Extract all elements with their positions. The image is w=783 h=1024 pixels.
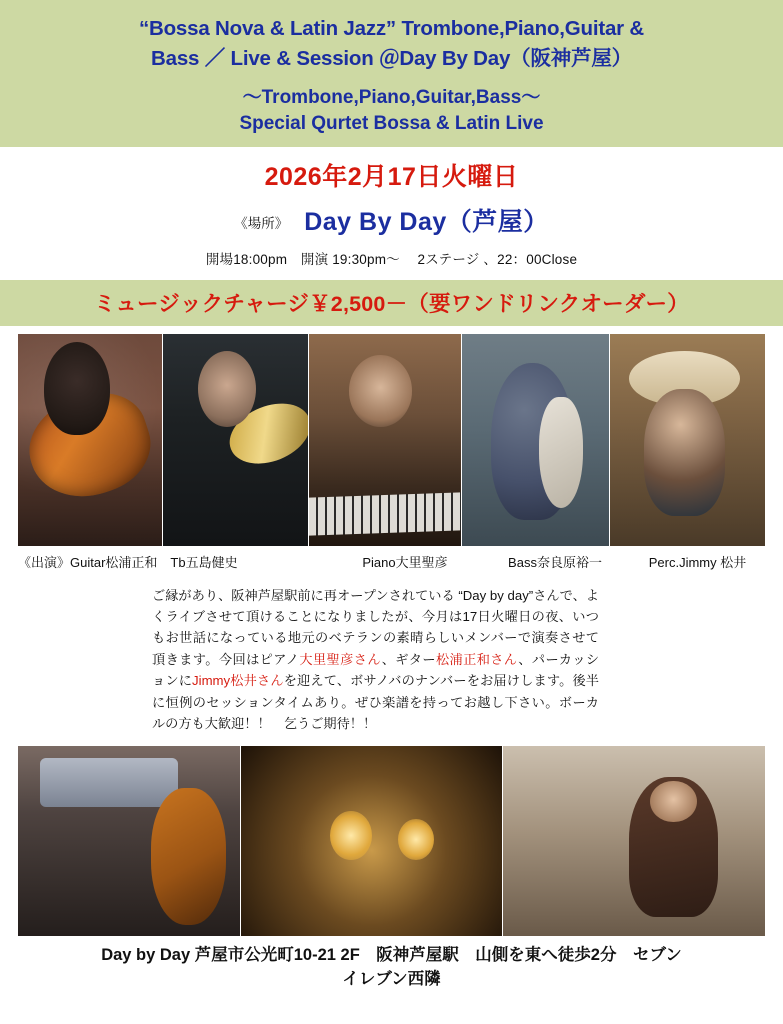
percussionist-photo [610,334,765,546]
description-segment-2: 、ギター [381,651,436,667]
venue-guest-photo [503,746,765,936]
bass-figurine-photo [462,334,610,546]
venue-row [0,202,783,238]
highlight-piano-name: 大里聖彦さん [299,651,382,667]
pianist-photo [309,334,461,546]
venue-photo-strip [18,746,765,936]
music-charge: ミュージックチャージ￥2,500－（要ワンドリンクオーダー） [94,291,689,316]
page-title-line2: Bass ／ Live & Session ＠Day By Day（阪神芦屋） [151,46,632,70]
member-caption-guitar-trombone: 《出演》Guitar松浦正和 Tb五島健史 [18,554,238,570]
description-paragraph [152,585,599,735]
footer-address [18,944,765,992]
event-date: 2026年2月17日火曜日 [264,162,519,191]
description-segment-4: を迎えて、ボサノバのナンバーをお届けします。後半に恒例のセッションタイムあり。ぜひ楽譜を持ってお越し下さい。ボーカルの方も大歓迎！！ 乞うご期待！！ [152,673,599,731]
trombonist-photo [163,334,309,546]
highlight-guitar-name: 松浦正和さん [435,651,519,667]
subtitle-line2: Special Qurtet Bossa & Latin Live [239,113,544,135]
venue-name: Day By Day（芦屋） [304,207,549,236]
member-caption-perc: Perc.Jimmy 松井 [648,554,747,570]
header-band [0,0,783,147]
member-caption-spacer [178,552,330,571]
page-title-line1: “Bossa Nova & Latin Jazz” Trombone,Piano,Guitar & [138,17,645,40]
event-times: 開場18:00pm 開演 19:30pm〜 2ステージ 、22：00Close [205,251,578,267]
highlight-perc-name: Jimmy松井さん [192,673,284,689]
performer-photo-strip [18,334,765,546]
venue-stage-photo [18,746,240,936]
description-segment-1: ご縁があり、阪神芦屋駅前に再オープンされている “Day by day”さんで、よくライブさせて頂けることになりましたが、今月は17日火曜日の夜、いつもお世話になっている地元のベテランの素晴らしいメンバーで演奏させて頂きます。今回はピアノ [152,587,599,667]
member-caption-bass: Bass奈良原裕一 [508,554,602,570]
subtitle-line1: 〜Trombone,Piano,Guitar,Bass〜 [242,87,541,109]
description-segment-3: 、パーカッションに [152,651,600,689]
member-caption-piano: Piano大里聖彦 [362,554,448,570]
members-caption-row [18,552,765,571]
subtitle-block [18,85,765,136]
venue-label: 《場所》 [234,215,289,231]
guitarist-photo [18,334,162,546]
footer-address-line1: Day by Day 芦屋市公光町10-21 2F 阪神芦屋駅 山側を東へ徒歩2分 セブン [101,946,682,965]
charge-band [0,280,783,326]
venue-interior-photo [241,746,503,936]
footer-address-line2: イレブン西隣 [342,970,441,989]
